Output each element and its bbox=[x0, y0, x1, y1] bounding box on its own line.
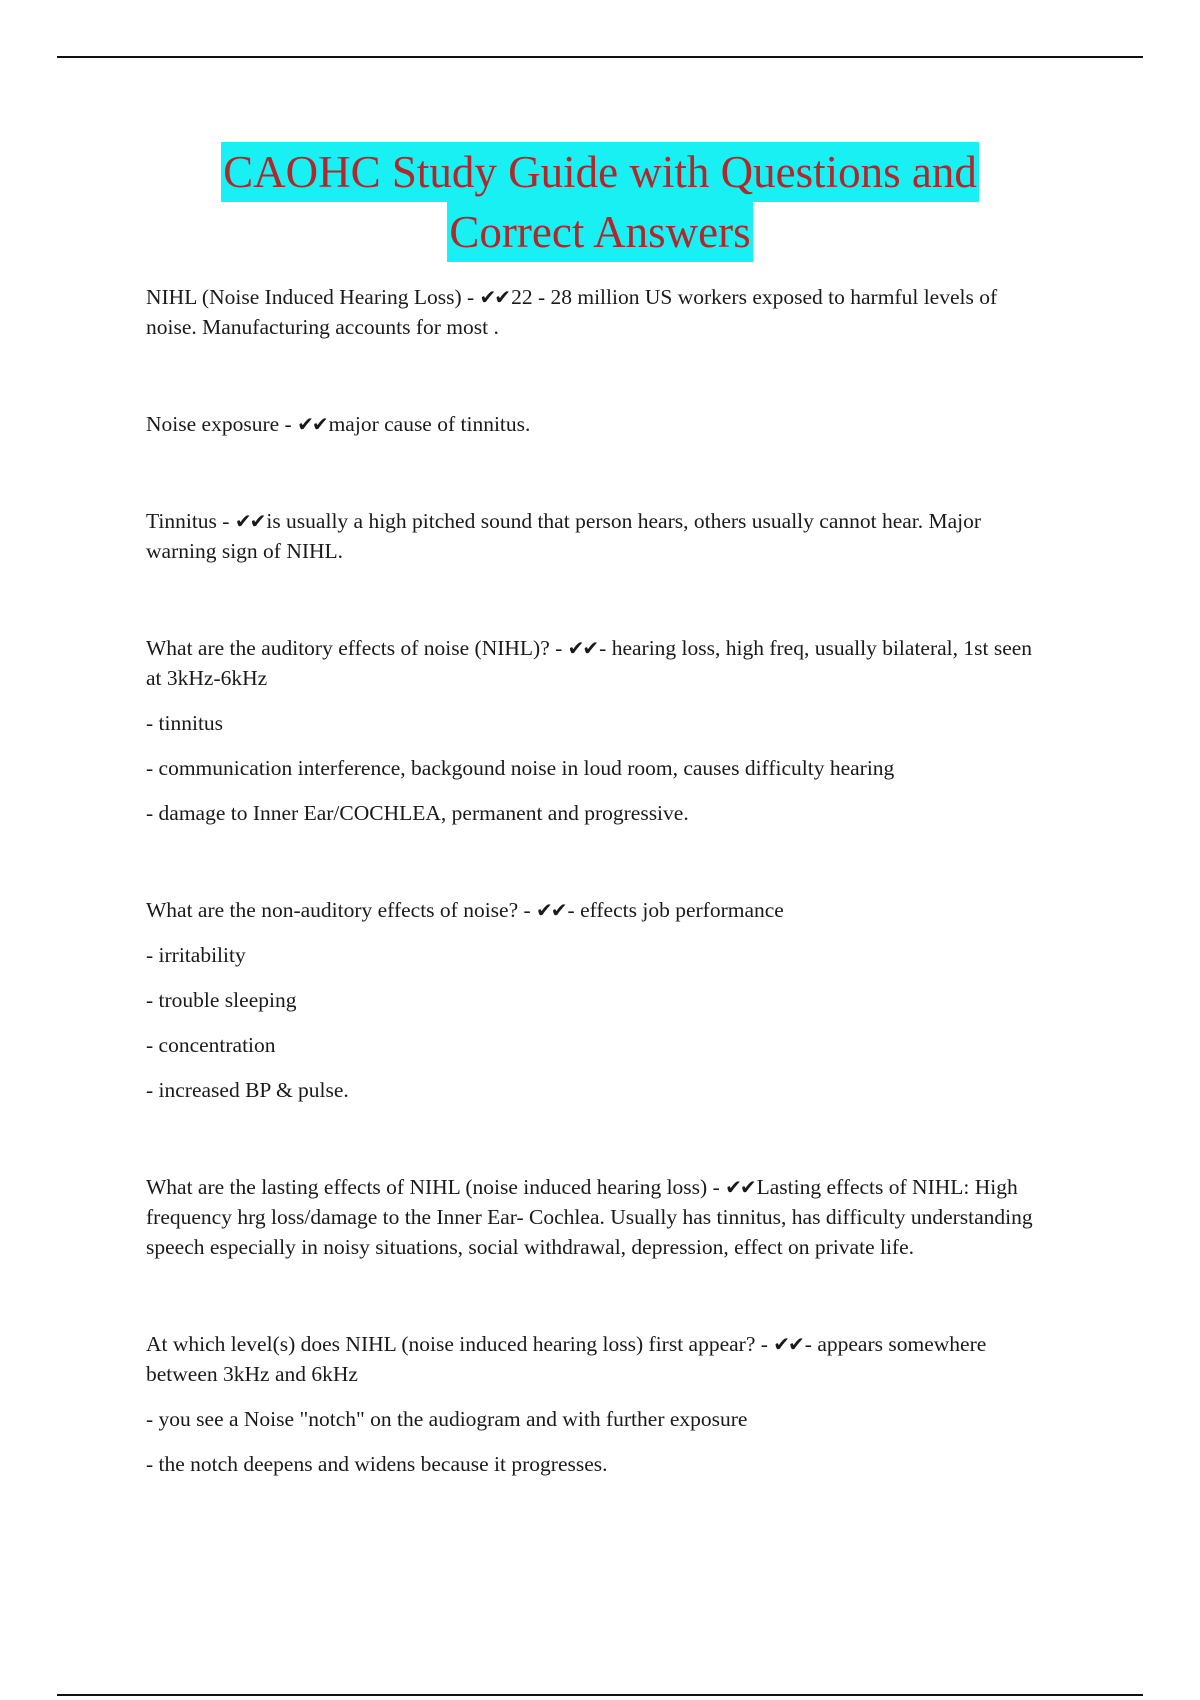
list-item: - concentration bbox=[146, 1033, 276, 1057]
qa-item-tinnitus bbox=[146, 506, 1046, 566]
check-mark-icon: ✔✔ bbox=[725, 1175, 755, 1199]
list-item: - trouble sleeping bbox=[146, 988, 297, 1012]
question-text: What are the auditory effects of noise (NIHL)? - bbox=[146, 636, 568, 660]
question-text: NIHL (Noise Induced Hearing Loss) - bbox=[146, 285, 480, 309]
answer-text: 22 - 28 million US workers exposed to harmful levels of noise. Manufacturing accounts for most . bbox=[146, 285, 998, 339]
footer-rule bbox=[57, 1694, 1143, 1696]
list-item: - you see a Noise "notch" on the audiogram and with further exposure bbox=[146, 1407, 748, 1431]
answer-text: - effects job performance bbox=[567, 898, 784, 922]
check-mark-icon: ✔✔ bbox=[479, 285, 510, 309]
check-mark-icon: ✔✔ bbox=[234, 509, 265, 533]
header-rule bbox=[57, 56, 1143, 58]
title-line-1: CAOHC Study Guide with Questions and bbox=[221, 142, 979, 202]
list-item: - damage to Inner Ear/COCHLEA, permanent and progressive. bbox=[146, 801, 689, 825]
title-line-2: Correct Answers bbox=[447, 202, 752, 262]
question-text: What are the lasting effects of NIHL (noise induced hearing loss) - bbox=[146, 1175, 726, 1199]
question-text: What are the non-auditory effects of noise? - bbox=[146, 898, 537, 922]
question-text: Tinnitus - bbox=[146, 509, 235, 533]
document-title bbox=[0, 142, 1200, 262]
question-text: At which level(s) does NIHL (noise induced hearing loss) first appear? - bbox=[146, 1332, 774, 1356]
list-item: - the notch deepens and widens because it progresses. bbox=[146, 1452, 608, 1476]
qa-list bbox=[146, 282, 1046, 1479]
qa-item-non-auditory-effects bbox=[146, 895, 1046, 925]
list-item: - communication interference, backgound noise in loud room, causes difficulty hearing bbox=[146, 756, 895, 780]
list-item: - irritability bbox=[146, 943, 246, 967]
answer-text: - appears somewhere between 3kHz and 6kHz bbox=[146, 1332, 987, 1386]
question-text: Noise exposure - bbox=[146, 412, 298, 436]
check-mark-icon: ✔✔ bbox=[567, 636, 598, 660]
list-item: - increased BP & pulse. bbox=[146, 1078, 349, 1102]
qa-item-noise-exposure bbox=[146, 409, 1046, 439]
qa-item-auditory-effects bbox=[146, 633, 1046, 693]
answer-text: is usually a high pitched sound that person hears, others usually cannot hear. Major warning sign of NIHL. bbox=[146, 509, 982, 563]
check-mark-icon: ✔✔ bbox=[773, 1332, 803, 1356]
qa-item-first-appear bbox=[146, 1329, 1046, 1389]
qa-item-nihl bbox=[146, 282, 1046, 342]
check-mark-icon: ✔✔ bbox=[297, 412, 327, 436]
list-item: - tinnitus bbox=[146, 711, 224, 735]
answer-text: Lasting effects of NIHL: High frequency hrg loss/damage to the Inner Ear- Cochlea. Usually has tinnitus, has difficulty understanding speech especially in noisy situations, social withdrawal, depression, effect on private life. bbox=[146, 1175, 1033, 1259]
answer-text: major cause of tinnitus. bbox=[328, 412, 531, 436]
answer-text: - hearing loss, high freq, usually bilateral, 1st seen at 3kHz-6kHz bbox=[146, 636, 1033, 690]
check-mark-icon: ✔✔ bbox=[536, 898, 566, 922]
qa-item-lasting-effects bbox=[146, 1172, 1046, 1262]
